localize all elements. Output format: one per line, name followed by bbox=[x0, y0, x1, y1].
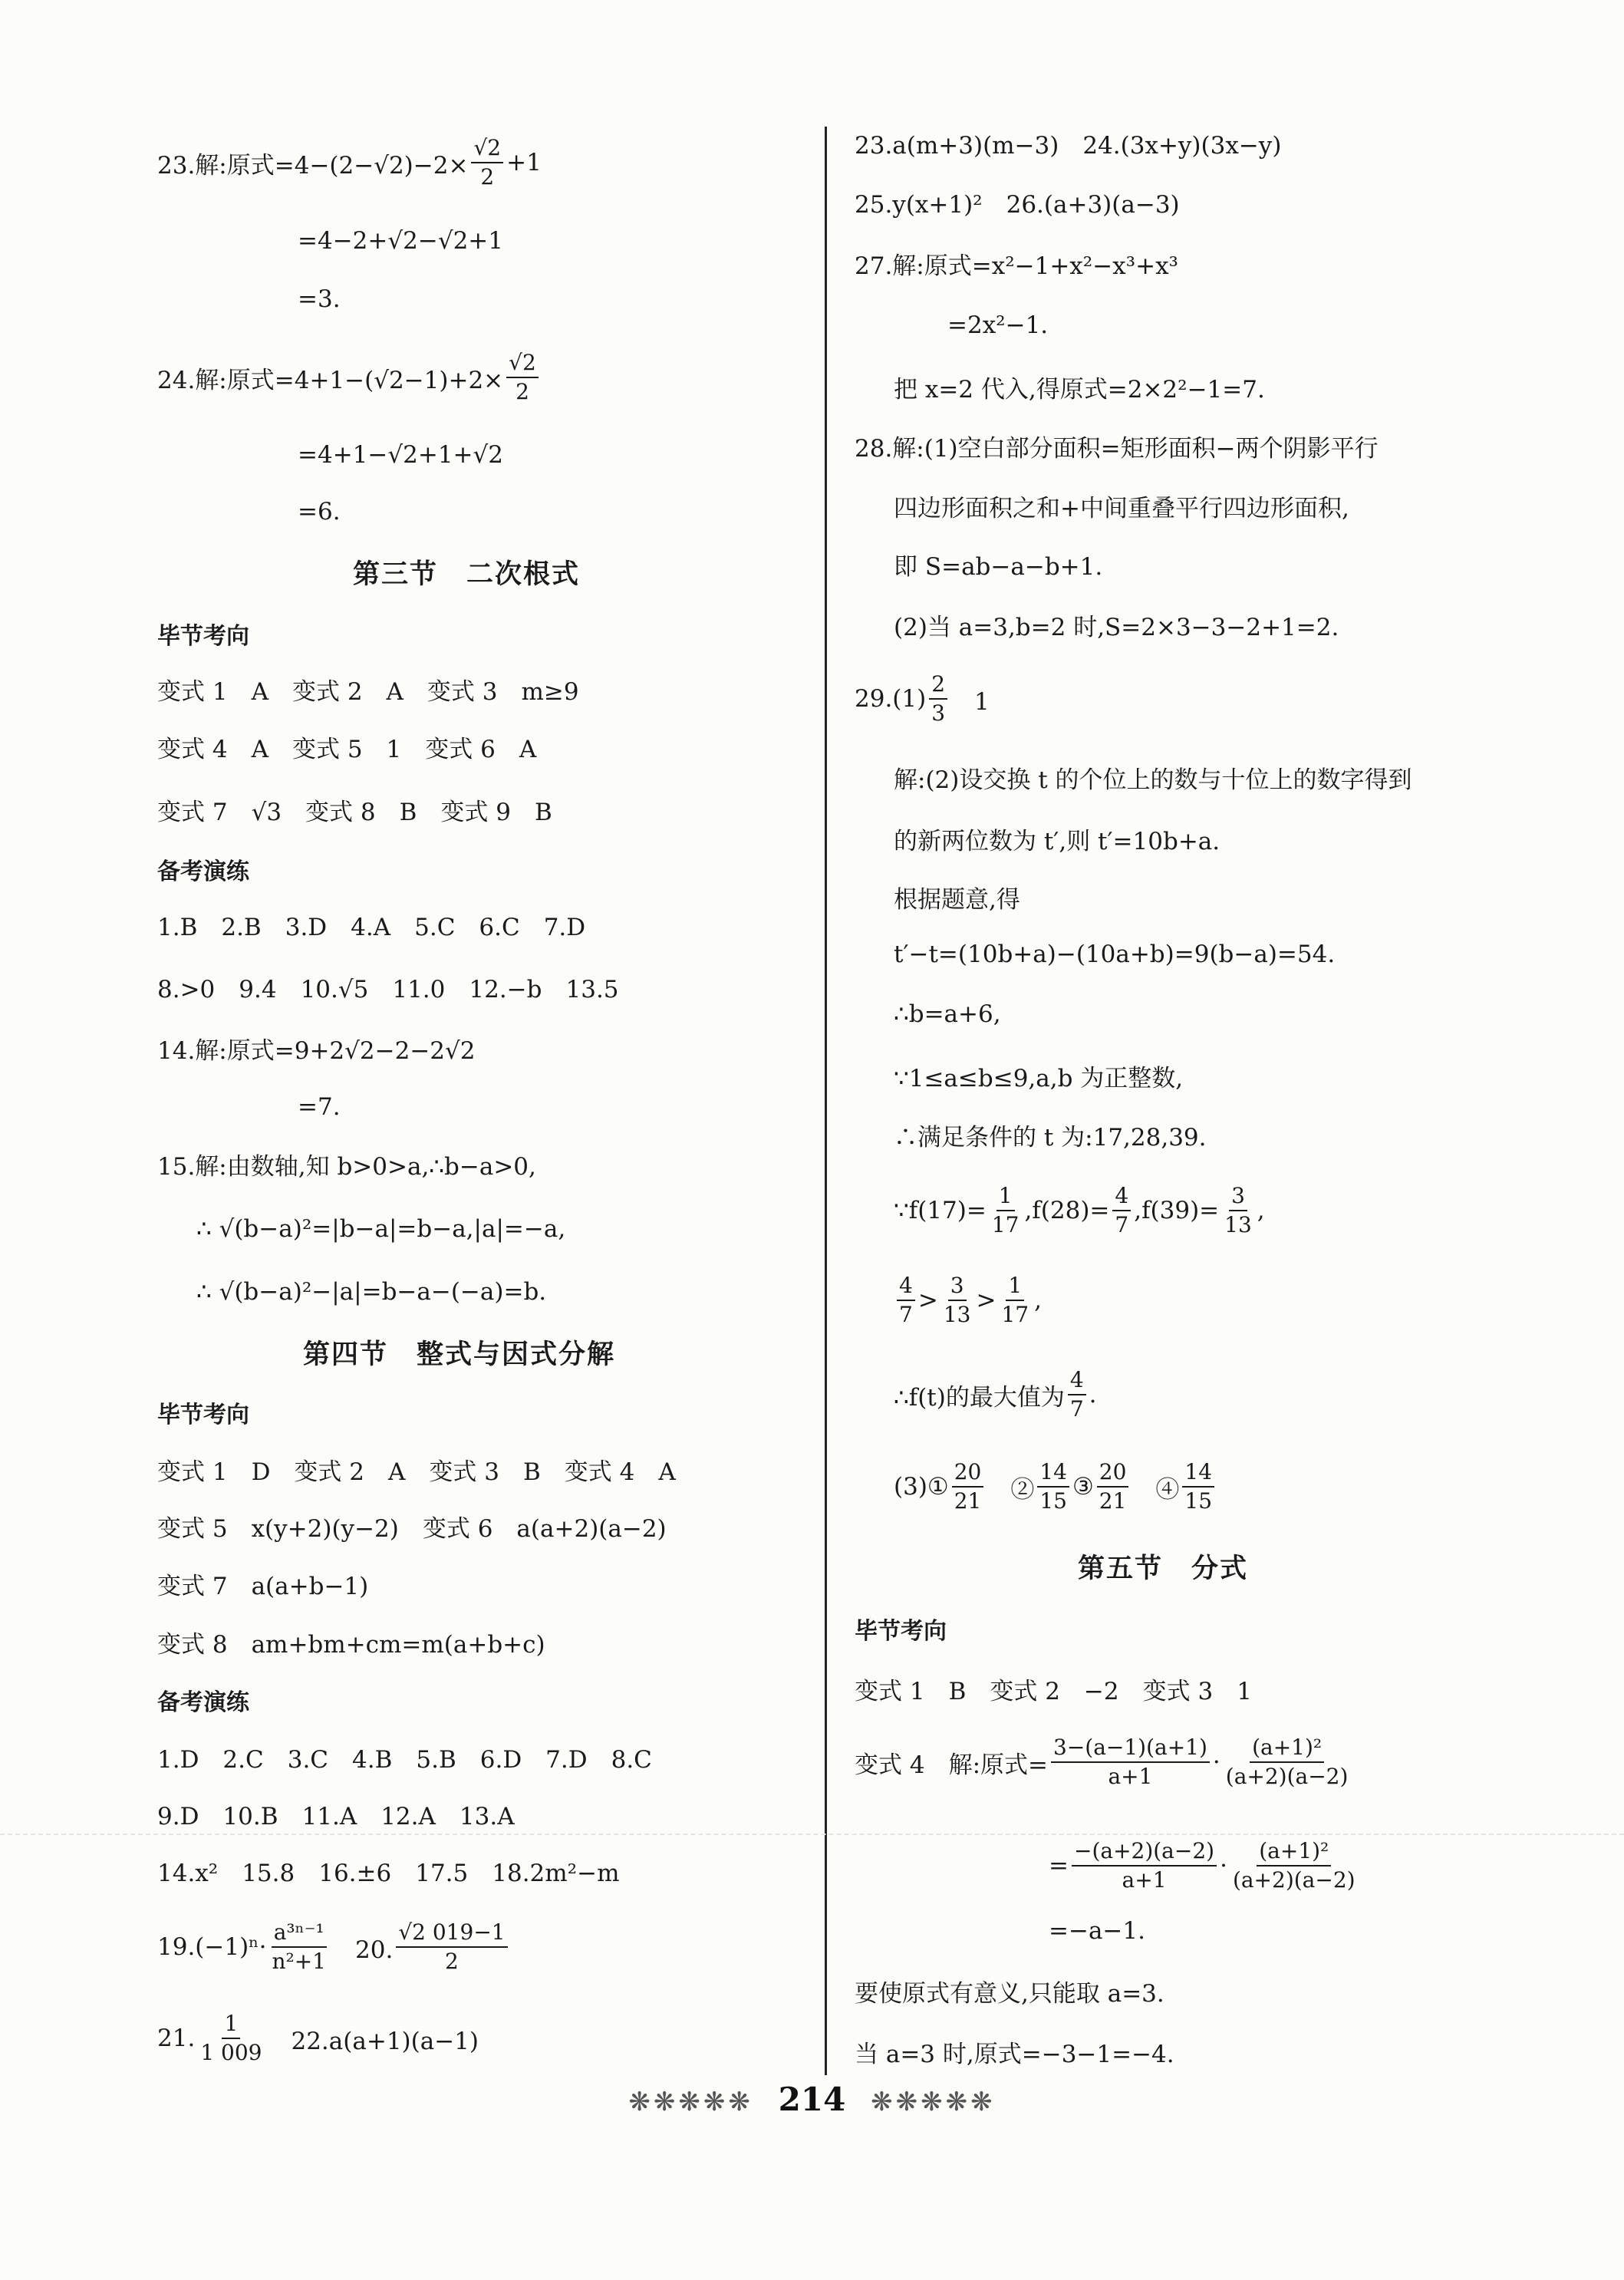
text-segment: 变式 4 解:原式= bbox=[855, 1751, 1048, 1779]
text-segment: = bbox=[1049, 1852, 1069, 1880]
text-segment: ∴满足条件的 t 为:17,28,39. bbox=[894, 1123, 1207, 1152]
text-segment: 第五节 分式 bbox=[1078, 1553, 1249, 1584]
fraction-numerator: √2 019−1 bbox=[396, 1920, 507, 1948]
fraction-denominator: a+1 bbox=[1108, 1764, 1153, 1789]
text-segment: ∵1≤a≤b≤9,a,b 为正整数, bbox=[894, 1064, 1184, 1092]
text-segment: , bbox=[1034, 1287, 1042, 1314]
text-segment: 变式 5 x(y+2)(y−2) 变式 6 a(a+2)(a−2) bbox=[157, 1514, 667, 1543]
fraction-denominator: 2 bbox=[445, 1949, 459, 1974]
text-segment: 1 bbox=[950, 687, 990, 716]
page-footer bbox=[0, 2081, 1624, 2118]
text-segment: 毕节考向 bbox=[855, 1618, 947, 1645]
fraction bbox=[471, 136, 503, 189]
text-segment: 变式 8 am+bm+cm=m(a+b+c) bbox=[157, 1630, 545, 1659]
fraction bbox=[1230, 1839, 1358, 1893]
text-segment: 备考演练 bbox=[157, 1689, 249, 1716]
fraction-denominator: n²+1 bbox=[272, 1949, 326, 1974]
fraction-numerator: −(a+2)(a−2) bbox=[1072, 1839, 1217, 1867]
fraction-denominator: (a+2)(a−2) bbox=[1232, 1867, 1356, 1893]
text-segment: > bbox=[976, 1287, 996, 1314]
fraction-numerator: (a+1)² bbox=[1257, 1839, 1331, 1867]
fraction bbox=[396, 1920, 507, 1974]
text-segment: +1 bbox=[506, 149, 542, 176]
fraction bbox=[1051, 1735, 1210, 1789]
text-segment: 要使原式有意义,只能取 a=3. bbox=[855, 1979, 1164, 2008]
fraction-numerator: 1 bbox=[222, 2011, 240, 2039]
fraction bbox=[1097, 1460, 1129, 1514]
fraction-denominator: 2 bbox=[516, 379, 529, 404]
text-segment: 变式 1 A 变式 2 A 变式 3 m≥9 bbox=[157, 677, 579, 706]
fraction-denominator: 17 bbox=[1001, 1302, 1029, 1327]
text-segment: ∴b=a+6, bbox=[894, 1000, 1001, 1028]
text-segment: 变式 7 a(a+b−1) bbox=[157, 1572, 369, 1600]
fraction-numerator: 20 bbox=[952, 1460, 984, 1488]
fraction-denominator: 7 bbox=[899, 1302, 913, 1327]
text-segment: =−a−1. bbox=[1049, 1917, 1145, 1945]
text-segment: 把 x=2 代入,得原式=2×2²−1=7. bbox=[894, 375, 1265, 404]
text-segment: 四边形面积之和+中间重叠平行四边形面积, bbox=[894, 494, 1349, 522]
text-segment: ∵f(17)= bbox=[894, 1197, 987, 1224]
fraction-numerator: √2 bbox=[506, 351, 539, 378]
page-fold-line bbox=[0, 1834, 1624, 1835]
fraction-denominator: 7 bbox=[1069, 1396, 1084, 1422]
text-segment: 第四节 整式与因式分解 bbox=[303, 1339, 616, 1370]
fraction bbox=[198, 2011, 264, 2065]
fraction bbox=[1222, 1184, 1254, 1237]
fraction-numerator: a³ⁿ⁻¹ bbox=[272, 1920, 327, 1948]
text-segment: =3. bbox=[298, 285, 341, 313]
text-segment: (3)① bbox=[894, 1473, 949, 1501]
text-segment: 20. bbox=[331, 1936, 394, 1964]
fraction-numerator: √2 bbox=[471, 136, 503, 163]
text-segment: 29.(1) bbox=[855, 685, 927, 713]
text-segment: · bbox=[1212, 1748, 1220, 1776]
text-segment: t′−t=(10b+a)−(10a+b)=9(b−a)=54. bbox=[894, 941, 1336, 968]
text-segment: > bbox=[917, 1287, 938, 1314]
fraction-numerator: 14 bbox=[1037, 1460, 1069, 1488]
fraction-denominator: 3 bbox=[931, 700, 946, 726]
text-segment: ② bbox=[987, 1475, 1035, 1504]
text-segment: ∴f(t)的最大值为 bbox=[894, 1383, 1065, 1412]
text-segment: =7. bbox=[298, 1093, 341, 1121]
text-segment: 解:(2)设交换 t 的个位上的数与十位上的数字得到 bbox=[894, 766, 1412, 794]
fraction-denominator: 15 bbox=[1184, 1488, 1213, 1514]
text-segment: =6. bbox=[298, 498, 341, 526]
text-segment: 23.解:原式=4−(2−√2)−2× bbox=[157, 151, 469, 180]
text-segment: 22.a(a+1)(a−1) bbox=[267, 2027, 479, 2055]
text-segment: 毕节考向 bbox=[157, 623, 249, 650]
fraction-numerator: 1 bbox=[996, 1184, 1015, 1211]
text-segment: =4+1−√2+1+√2 bbox=[298, 441, 503, 469]
text-segment: 根据题意,得 bbox=[894, 885, 1020, 914]
fraction bbox=[1224, 1735, 1351, 1789]
fraction-denominator: 21 bbox=[1099, 1488, 1127, 1514]
text-segment: 14.x² 15.8 16.±6 17.5 18.2m²−m bbox=[157, 1859, 620, 1887]
text-segment: 15.解:由数轴,知 b>0>a,∴b−a>0, bbox=[157, 1152, 536, 1181]
text-segment: ∴ √(b−a)²−|a|=b−a−(−a)=b. bbox=[196, 1278, 547, 1306]
text-segment: 1.D 2.C 3.C 4.B 5.B 6.D 7.D 8.C bbox=[157, 1745, 652, 1774]
text-segment: 变式 7 √3 变式 8 B 变式 9 B bbox=[157, 798, 552, 826]
fraction-numerator: 4 bbox=[1068, 1368, 1086, 1395]
text-segment: 变式 1 B 变式 2 −2 变式 3 1 bbox=[855, 1677, 1252, 1705]
page-number: 214 bbox=[778, 2081, 846, 2118]
fraction-denominator: a+1 bbox=[1122, 1867, 1167, 1893]
fraction bbox=[1068, 1368, 1086, 1422]
fraction-numerator: (a+1)² bbox=[1250, 1735, 1324, 1763]
fraction-numerator: 4 bbox=[1112, 1184, 1131, 1211]
text-segment: 25.y(x+1)² 26.(a+3)(a−3) bbox=[855, 190, 1180, 219]
text-segment: . bbox=[1089, 1381, 1097, 1409]
fraction-denominator: 21 bbox=[954, 1488, 982, 1514]
fraction-denominator: 2 bbox=[480, 164, 495, 189]
fraction-denominator: 13 bbox=[943, 1302, 971, 1327]
fraction-numerator: 4 bbox=[897, 1273, 915, 1301]
text-segment: 8.>0 9.4 10.√5 11.0 12.−b 13.5 bbox=[157, 975, 619, 1003]
fraction-numerator: 3 bbox=[1229, 1184, 1247, 1211]
fraction bbox=[506, 351, 539, 404]
fraction bbox=[929, 672, 947, 726]
fraction-numerator: 1 bbox=[1006, 1273, 1024, 1301]
fraction-denominator: 13 bbox=[1224, 1212, 1252, 1237]
footer-ornament-left: ❋❋❋❋❋ bbox=[628, 2087, 753, 2117]
fraction-denominator: 17 bbox=[991, 1212, 1020, 1237]
text-segment: ,f(28)= bbox=[1024, 1197, 1110, 1224]
column-divider bbox=[825, 127, 827, 2075]
text-segment: 28.解:(1)空白部分面积=矩形面积−两个阴影平行 bbox=[855, 434, 1379, 463]
fraction-numerator: 3 bbox=[948, 1273, 967, 1301]
text-segment: ④ bbox=[1132, 1475, 1180, 1504]
text-segment: 1.B 2.B 3.D 4.A 5.C 6.C 7.D bbox=[157, 913, 586, 941]
text-segment: 的新两位数为 t′,则 t′=10b+a. bbox=[894, 827, 1220, 855]
text-segment: 第三节 二次根式 bbox=[353, 558, 581, 590]
fraction bbox=[1112, 1184, 1131, 1237]
text-segment: ,f(39)= bbox=[1134, 1197, 1220, 1224]
fraction bbox=[941, 1273, 973, 1327]
fraction bbox=[1182, 1460, 1214, 1514]
text-segment: 14.解:原式=9+2√2−2−2√2 bbox=[157, 1036, 476, 1065]
text-segment: , bbox=[1257, 1197, 1265, 1224]
fraction-numerator: 3−(a−1)(a+1) bbox=[1051, 1735, 1210, 1763]
text-segment: 23.a(m+3)(m−3) 24.(3x+y)(3x−y) bbox=[855, 131, 1282, 160]
text-segment: 备考演练 bbox=[157, 858, 249, 885]
text-segment: 当 a=3 时,原式=−3−1=−4. bbox=[855, 2040, 1174, 2068]
fraction bbox=[1072, 1839, 1217, 1893]
fraction-numerator: 14 bbox=[1182, 1460, 1214, 1488]
fraction bbox=[999, 1273, 1031, 1327]
fraction-denominator: 1 009 bbox=[200, 2040, 262, 2065]
fraction-denominator: (a+2)(a−2) bbox=[1225, 1764, 1349, 1789]
text-segment: ③ bbox=[1072, 1473, 1094, 1501]
text-segment: · bbox=[1220, 1852, 1227, 1880]
fraction-numerator: 20 bbox=[1097, 1460, 1129, 1488]
text-segment: 变式 4 A 变式 5 1 变式 6 A bbox=[157, 735, 537, 763]
text-segment: 变式 1 D 变式 2 A 变式 3 B 变式 4 A bbox=[157, 1458, 676, 1486]
text-segment: 9.D 10.B 11.A 12.A 13.A bbox=[157, 1802, 515, 1830]
text-segment: 即 S=ab−a−b+1. bbox=[894, 552, 1103, 581]
text-segment: 27.解:原式=x²−1+x²−x³+x³ bbox=[855, 252, 1178, 280]
footer-ornament-right: ❋❋❋❋❋ bbox=[871, 2087, 996, 2117]
fraction bbox=[269, 1920, 328, 1974]
fraction bbox=[952, 1460, 984, 1514]
fraction-numerator: 2 bbox=[929, 672, 947, 700]
text-segment: 毕节考向 bbox=[157, 1402, 249, 1428]
text-segment: (2)当 a=3,b=2 时,S=2×3−3−2+1=2. bbox=[894, 613, 1339, 641]
text-segment: =2x²−1. bbox=[947, 311, 1049, 339]
text-segment: 21. bbox=[157, 2025, 196, 2052]
fraction bbox=[897, 1273, 915, 1327]
text-segment: 19.(−1)ⁿ· bbox=[157, 1933, 267, 1961]
fraction bbox=[990, 1184, 1022, 1237]
fraction-denominator: 15 bbox=[1039, 1488, 1067, 1514]
text-segment: =4−2+√2−√2+1 bbox=[298, 227, 503, 255]
fraction bbox=[1037, 1460, 1069, 1514]
fraction-denominator: 7 bbox=[1115, 1212, 1129, 1237]
text-segment: ∴ √(b−a)²=|b−a|=b−a,|a|=−a, bbox=[196, 1215, 566, 1243]
text-segment: 24.解:原式=4+1−(√2−1)+2× bbox=[157, 366, 504, 394]
